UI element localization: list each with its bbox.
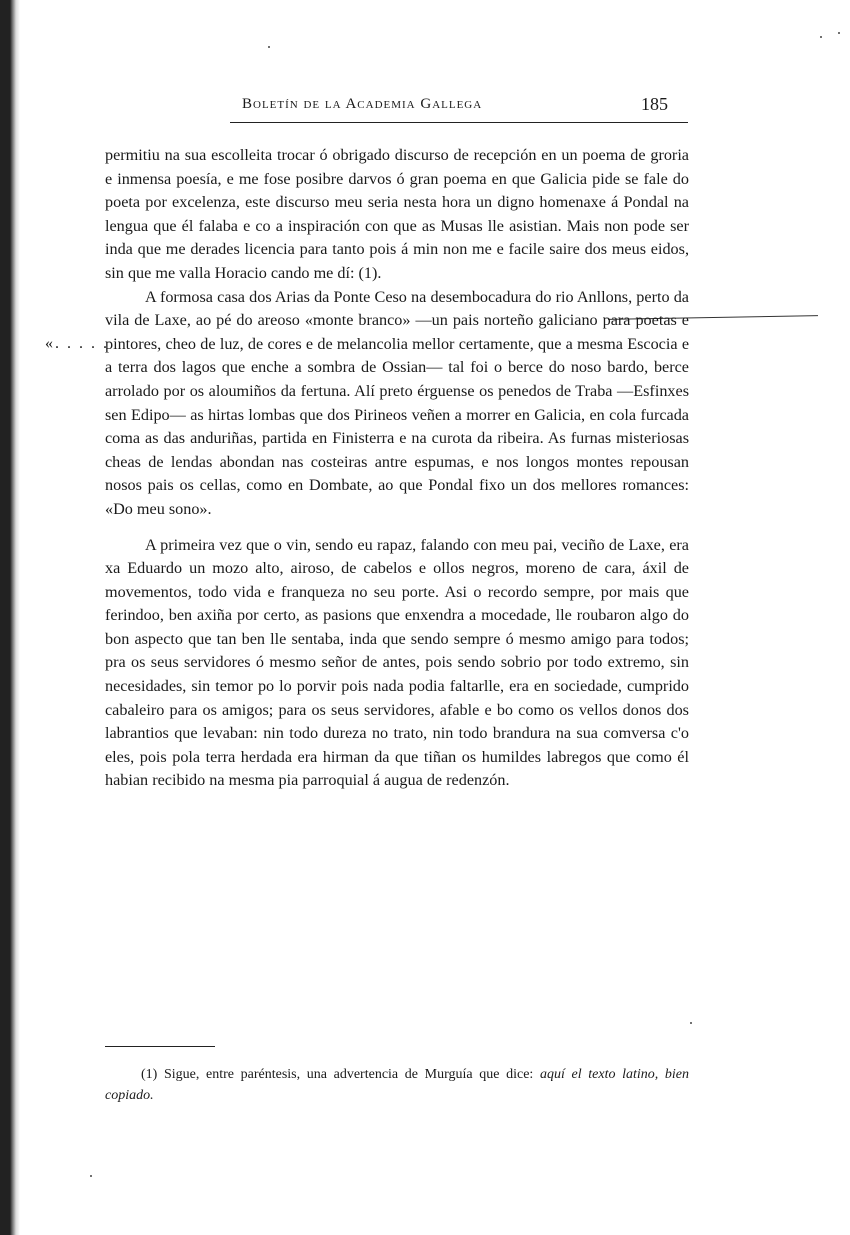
footnote-rule (105, 1046, 215, 1047)
scan-speck (838, 32, 840, 34)
footnote (105, 1064, 689, 1106)
footnote-italic: aquí el texto latino, bien copiado. (105, 1067, 690, 1103)
header-title: Boletín de la Academia Gallega (242, 96, 483, 112)
scan-speck (90, 1175, 92, 1177)
header-rule (230, 122, 688, 123)
paragraph: permitiu na sua escolleita trocar ó obrigado discurso de recepción en un poema de groria e inmensa poesía, e me fose posibre darvos ó gran poema en que Galicia pide se fale do poeta por excelenza, este discurso meu seria nesta hora un digno homenaxe á Pondal na lengua que él falaba e co a inspiración con que as Musas lle asistian. Mais non pode ser inda que me derades licencia para tanto pois á min non me e facile saire dos meus eidos, sin que me valla Horacio cando me dí: (1). (105, 146, 689, 282)
footnote-number: (1) (141, 1067, 158, 1082)
body-text (105, 144, 689, 793)
running-header (230, 96, 688, 124)
binding-edge (0, 0, 20, 1235)
page-number: 185 (641, 94, 668, 114)
paragraph: A formosa casa dos Arias da Ponte Ceso na desembocadura do rio Anllons, perto da vila de Laxe, ao pé do areoso «monte branco» —un pais norteño galiciano para poetas e pintores, cheo de luz, de cores e de melancolia mellor certamente, que a mesma Escocia e a terra dos lagos que enche a sombra de Ossian— tal foi o berce do noso bardo, berce arrolado por os aloumiños da fertuna. Alí preto érguense os penedos de Traba —Esfinxes sen Edipo— as hirtas lombas que dos Pirineos veñen a morrer en Galicia, en cola furcada coma as das anduriñas, partida en Finisterra e na curota da ribeira. As furnas misteriosas cheas de lendas abondan nas costeiras antre espumas, e nos longos montes repousan nosos pais os cellas, como en Dombate, ao que Pondal fixo un dos mellores romances: «Do meu sono». (105, 287, 689, 518)
footnote-text: Sigue, entre paréntesis, una advertencia de Murguía que dice: (163, 1067, 534, 1082)
scan-speck (690, 1022, 692, 1024)
scan-speck (820, 36, 822, 38)
paragraph: A primeira vez que o vin, sendo eu rapaz, falando con meu pai, veciño de Laxe, era xa Eduardo un mozo alto, airoso, de cabelos e ollos negros, moreno de cara, áxil de movementos, todo vida e franqueza no seu porte. Asi o recordo sempre, por mais que ferindoo, ben axiña por certo, as pasions que enxendra a mocedade, lle roubaron algo do bon aspecto que tan ben lle sentaba, inda que sendo sempre ó mesmo amigo para todos; pra os seus servidores ó mesmo señor de antes, pois sendo sobrio por todo extremo, sin necesidades, sin temor po lo porvir pois nada podia faltarlle, era en sociedade, cumprido cabaleiro para os amigos; para os seus servidores, afable e bo como os vellos donos dos labrantios que levaban: nin todo dureza no trato, nin todo brandura na sua comversa c'o eles, pois pola terra herdada era hirman da que tiñan os humildes labregos que como él habian recibido na mesma pia parroquial á augua de redenzón. (105, 535, 689, 790)
scan-speck (268, 46, 270, 48)
margin-marker: «. . . . . (45, 335, 109, 352)
